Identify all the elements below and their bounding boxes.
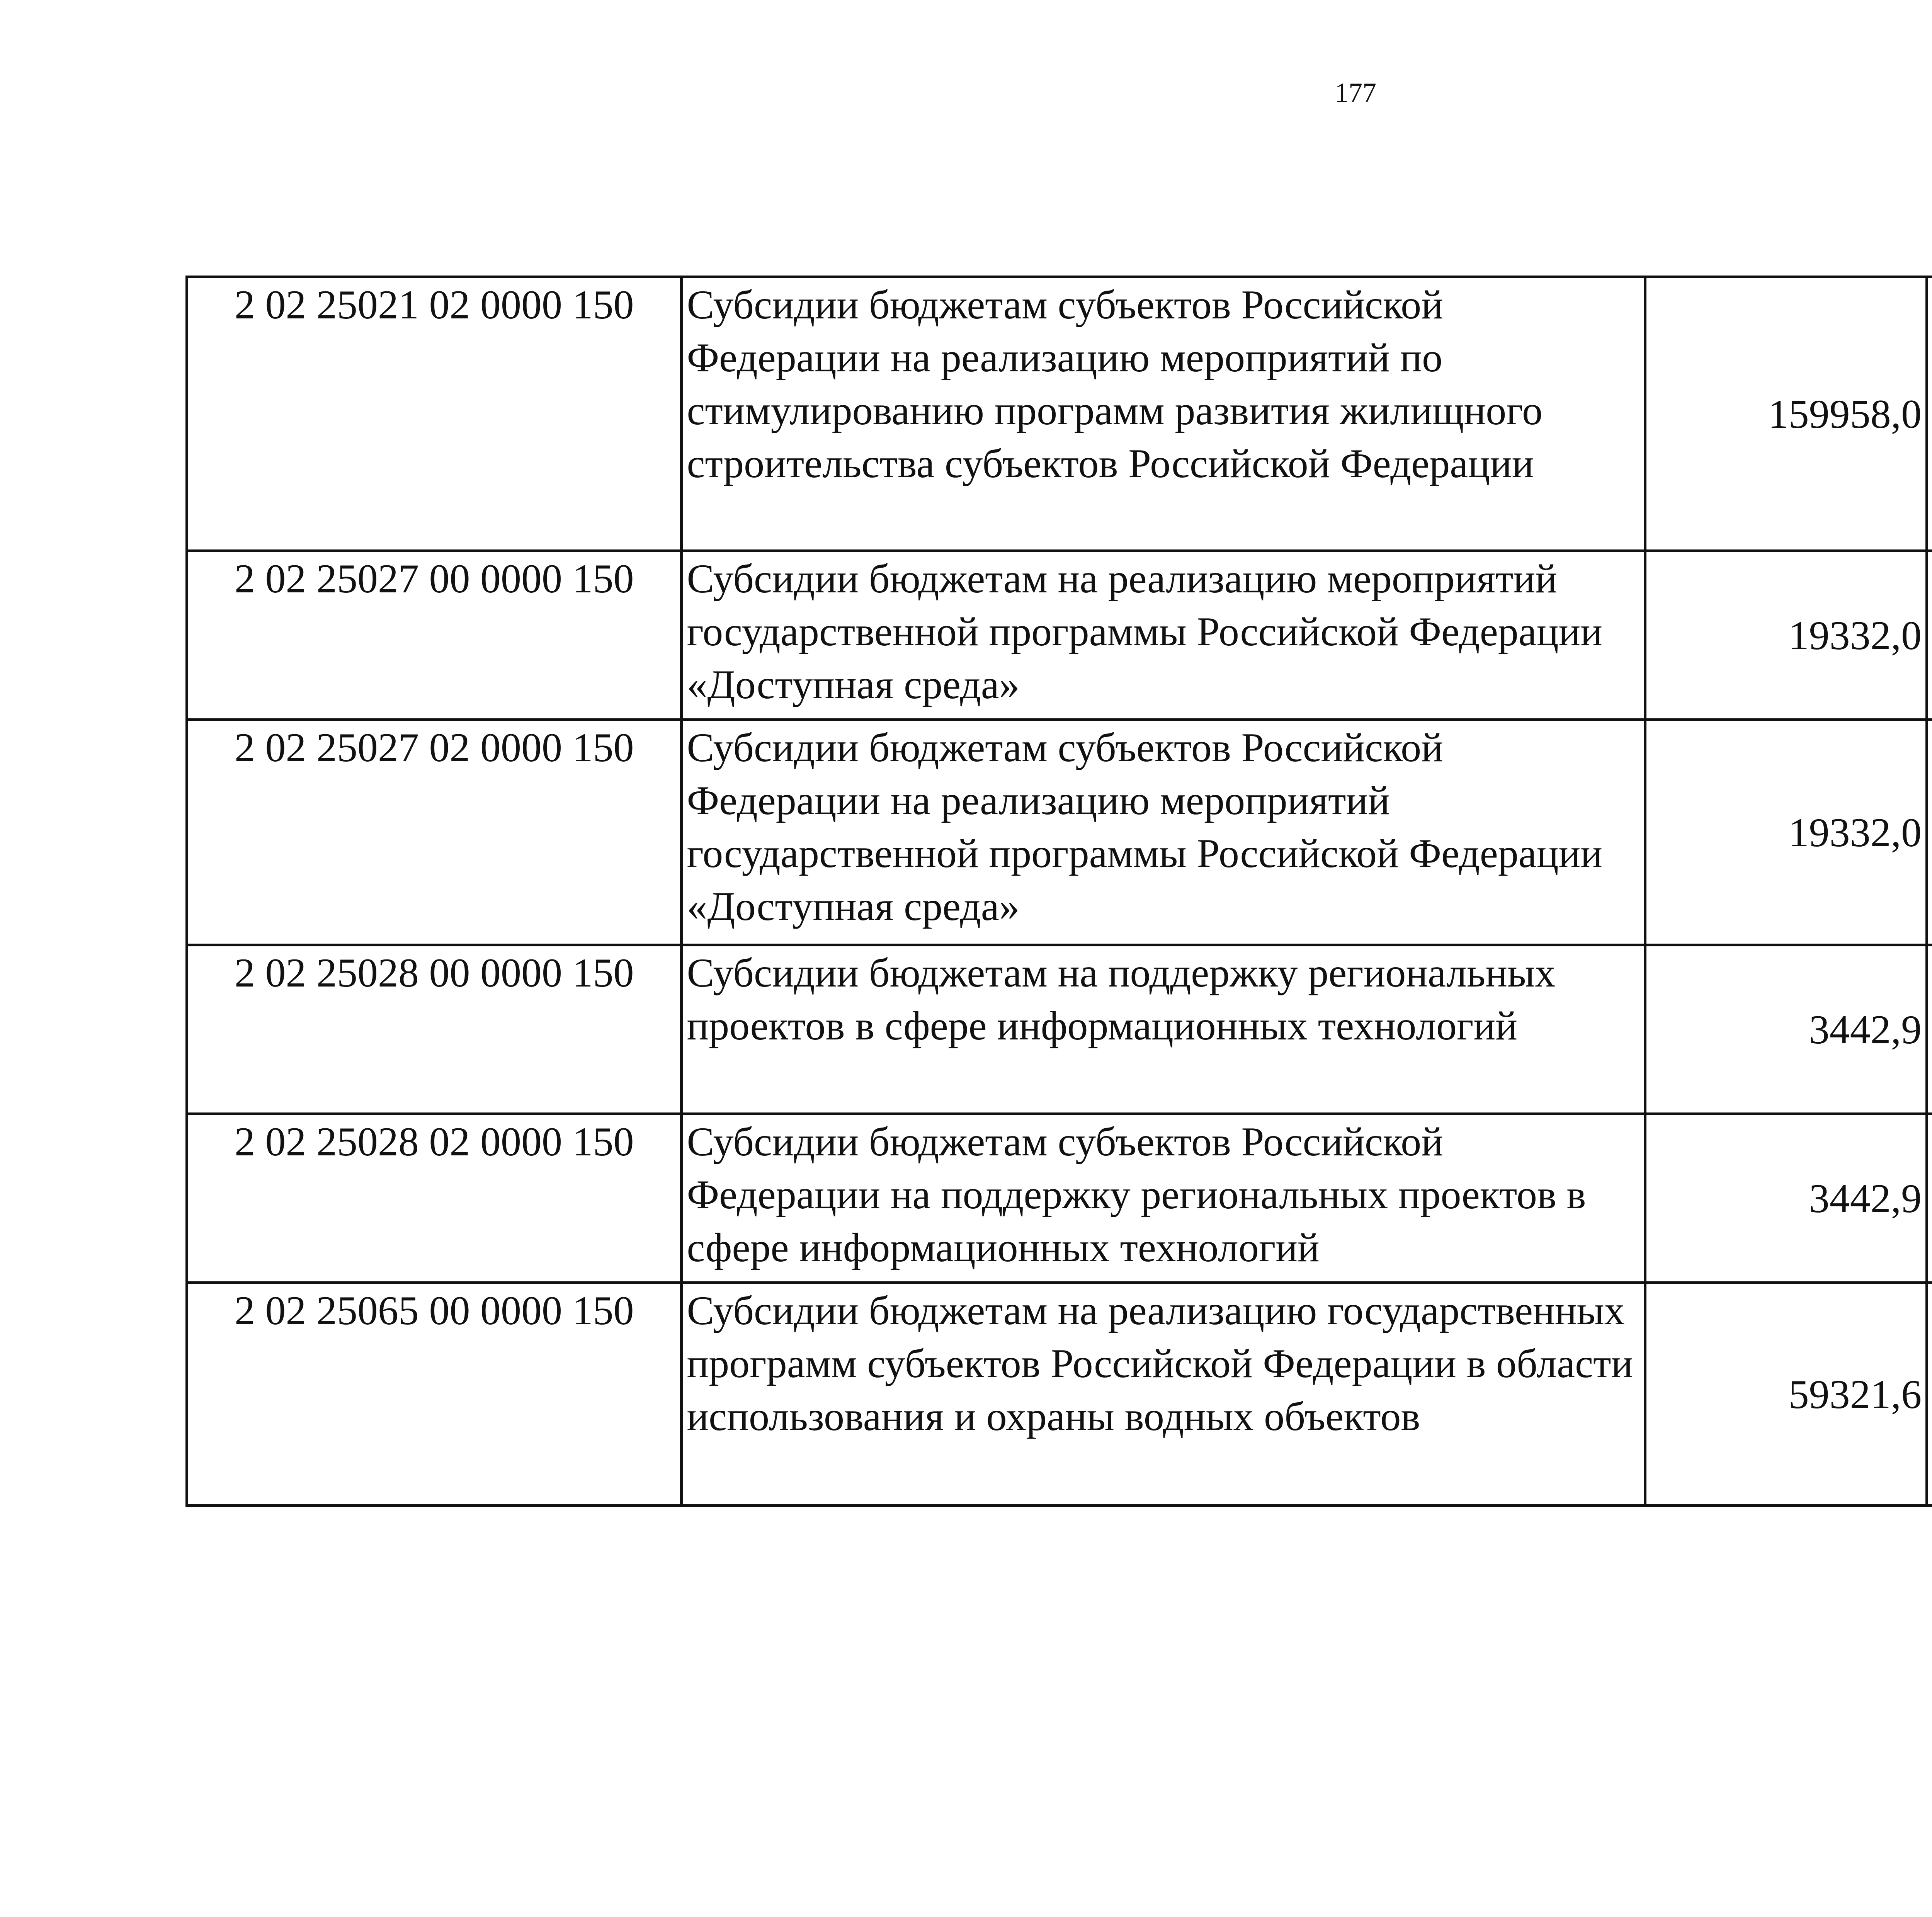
amount-cell-1: 159958,0 <box>1645 277 1927 551</box>
budget-code: 2 02 25027 02 0000 150 <box>187 720 682 945</box>
table-row <box>187 277 1932 551</box>
income-name: Субсидии бюджетам субъектов Российской Федерации на реализацию мероприятий по стимулированию программ развития жилищного строительства субъектов Российской Федерации <box>682 277 1645 551</box>
page-number: 177 <box>1335 77 1376 108</box>
income-name: Субсидии бюджетам на реализацию мероприятий государственной программы Российской Федерации «Доступная среда» <box>682 551 1645 720</box>
income-name: Субсидии бюджетам на поддержку региональных проектов в сфере информационных технологий <box>682 945 1645 1114</box>
amount-cell-2 <box>1927 945 1932 1114</box>
table-row <box>187 551 1932 720</box>
income-name: Субсидии бюджетам субъектов Российской Федерации на поддержку региональных проектов в сфере информационных технологий <box>682 1114 1645 1283</box>
budget-code: 2 02 25028 00 0000 150 <box>187 945 682 1114</box>
table-row <box>187 1283 1932 1506</box>
income-name: Субсидии бюджетам субъектов Российской Федерации на реализацию мероприятий государственной программы Российской Федерации «Доступная среда» <box>682 720 1645 945</box>
amount-cell-2 <box>1927 277 1932 551</box>
table-row <box>187 720 1932 945</box>
amount-cell-2 <box>1927 551 1932 720</box>
budget-table <box>185 276 1932 1507</box>
amount-cell-2 <box>1927 720 1932 945</box>
table-row <box>187 945 1932 1114</box>
budget-code: 2 02 25065 00 0000 150 <box>187 1283 682 1506</box>
table-row <box>187 1114 1932 1283</box>
budget-code: 2 02 25028 02 0000 150 <box>187 1114 682 1283</box>
amount-cell-1: 19332,0 <box>1645 720 1927 945</box>
budget-code: 2 02 25021 02 0000 150 <box>187 277 682 551</box>
budget-code: 2 02 25027 00 0000 150 <box>187 551 682 720</box>
amount-cell-2 <box>1927 1283 1932 1506</box>
amount-cell-1: 19332,0 <box>1645 551 1927 720</box>
amount-cell-1: 59321,6 <box>1645 1283 1927 1506</box>
amount-cell-2 <box>1927 1114 1932 1283</box>
amount-cell-1: 3442,9 <box>1645 1114 1927 1283</box>
amount-cell-1: 3442,9 <box>1645 945 1927 1114</box>
income-name: Субсидии бюджетам на реализацию государственных программ субъектов Российской Федерации в области использования и охраны водных объектов <box>682 1283 1645 1506</box>
